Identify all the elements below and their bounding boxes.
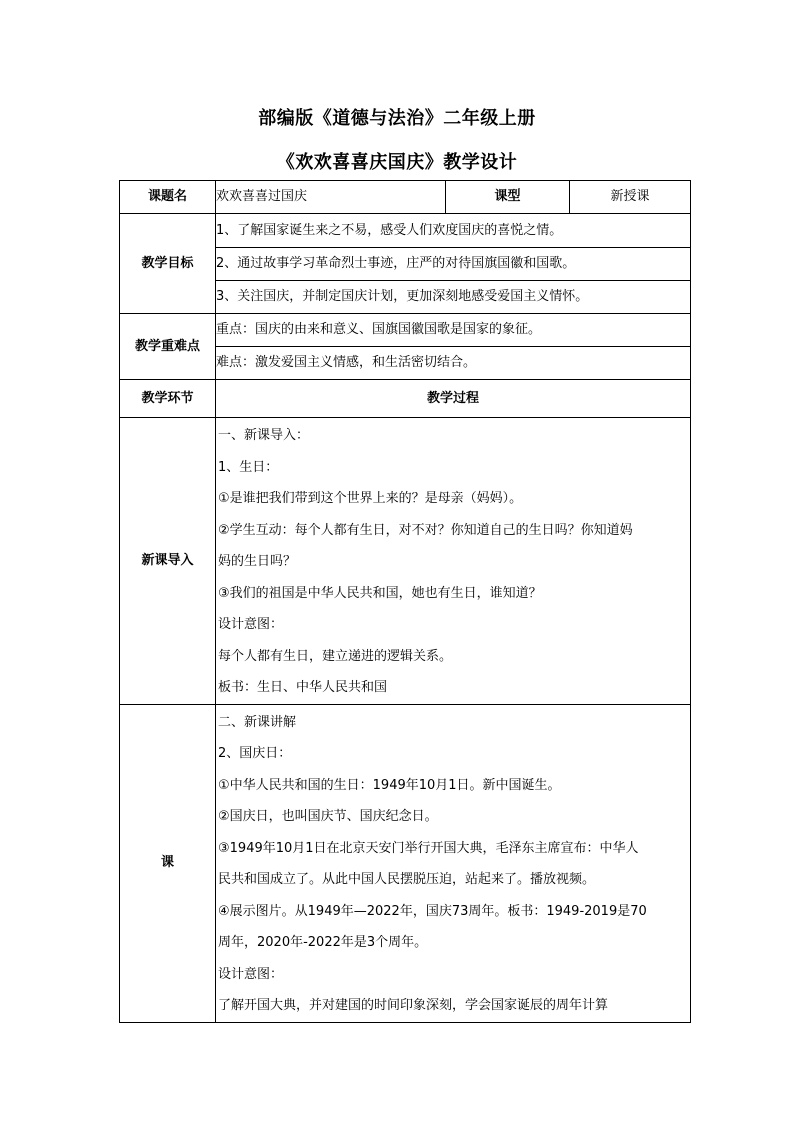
lecture-line: ③1949年10月1日在北京天安门举行开国大典，毛泽东主席宣布：中华人 (218, 840, 639, 856)
intro-line: 每个人都有生日，建立递进的逻辑关系。 (218, 648, 453, 664)
lecture-line: 2、国庆日： (218, 746, 292, 761)
section-header-left: 教学环节 (120, 380, 216, 418)
key-point-item: 难点：激发爱国主义情感，和生活密切结合。 (216, 347, 691, 380)
lecture-content (216, 704, 691, 1022)
intro-line: ③我们的祖国是中华人民共和国，她也有生日，谁知道？ (218, 585, 542, 601)
topic-row (120, 181, 691, 214)
intro-label: 新课导入 (120, 418, 216, 705)
intro-line: 一、新课导入： (218, 428, 310, 443)
topic-value: 欢欢喜喜过国庆 (216, 181, 446, 214)
intro-line: 设计意图： (218, 617, 284, 632)
lecture-row (120, 704, 691, 1022)
document-title: 部编版《道德与法治》二年级上册 (258, 108, 536, 129)
lecture-line: 设计意图： (218, 966, 284, 982)
objective-item: 3、关注国庆，并制定国庆计划，更加深刻地感受爱国主义情怀。 (216, 281, 691, 314)
lesson-plan-table (119, 180, 691, 1023)
objective-item: 2、通过故事学习革命烈士事迹，庄严的对待国旗国徽和国歌。 (216, 248, 691, 281)
objective-item: 1、了解国家诞生来之不易，感受人们欢度国庆的喜悦之情。 (216, 214, 691, 248)
section-header-right: 教学过程 (216, 380, 691, 418)
section-header-row (120, 380, 691, 418)
intro-line: ①是谁把我们带到这个世界上来的？是母亲（妈妈）。 (218, 491, 523, 506)
key-point-item: 重点：国庆的由来和意义、国旗国徽国歌是国家的象征。 (216, 314, 691, 347)
intro-line: 妈的生日吗？ (218, 554, 297, 569)
lesson-type-label: 课型 (446, 181, 570, 214)
lecture-line: ②国庆日，也叫国庆节、国庆纪念日。 (218, 809, 438, 824)
key-points-label: 教学重难点 (120, 314, 216, 380)
intro-content (216, 418, 691, 705)
lesson-type-value: 新授课 (570, 181, 691, 214)
key-points-row-1 (120, 314, 691, 347)
lecture-line: ①中华人民共和国的生日：1949年10月1日。新中国诞生。 (218, 777, 561, 793)
document-subtitle: 《欢欢喜喜庆国庆》教学设计 (276, 152, 518, 173)
intro-line: 1、生日： (218, 459, 279, 475)
lecture-line: 了解开国大典，并对建国的时间印象深刻，学会国家诞辰的周年计算 (218, 998, 609, 1013)
lecture-line: 周年，2020年-2022年是3个周年。 (218, 935, 428, 950)
lecture-line: ④展示图片。从1949年—2022年，国庆73周年。板书：1949-2019是70 (218, 903, 647, 919)
lecture-label: 课 (120, 704, 216, 1022)
objectives-row-1 (120, 214, 691, 248)
intro-row (120, 418, 691, 705)
lecture-line: 二、新课讲解 (218, 714, 297, 730)
topic-label: 课题名 (120, 181, 216, 214)
intro-line: ②学生互动：每个人都有生日，对不对？你知道自己的生日吗？你知道妈 (218, 522, 633, 538)
objectives-label: 教学目标 (120, 214, 216, 314)
lecture-line: 民共和国成立了。从此中国人民摆脱压迫，站起来了。播放视频。 (218, 872, 596, 887)
intro-line: 板书：生日、中华人民共和国 (218, 680, 388, 695)
